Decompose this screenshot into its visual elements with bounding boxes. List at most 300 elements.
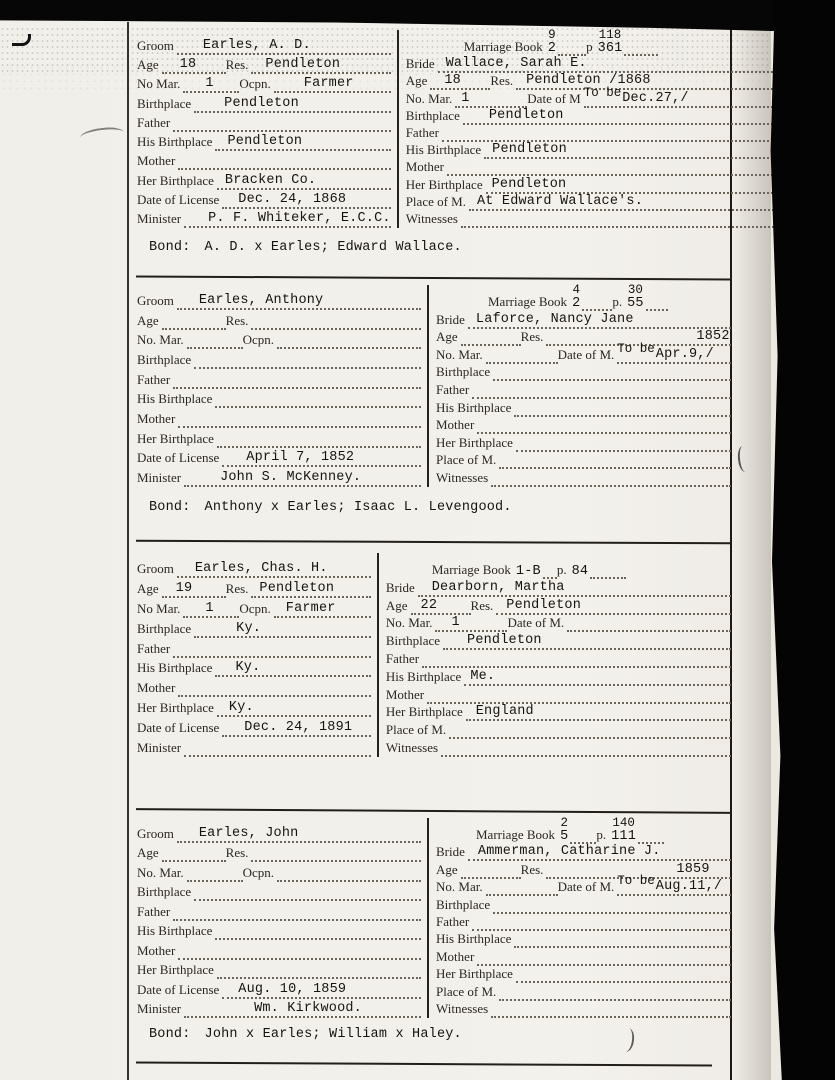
book-volume [548,30,556,56]
marriage-book-label: Marriage Book [476,827,556,842]
dotted-leader [558,39,586,56]
dotted-leader [646,294,668,311]
his-birthplace-row [137,660,371,677]
groom-label: Groom [137,293,174,308]
birthplace-row [137,621,371,638]
bond-label: Bond: [149,1027,191,1042]
bond-row [137,501,731,515]
dotted-leader [215,923,421,940]
dotted-leader [543,562,557,579]
dotted-leader [472,382,731,399]
dotted-leader [222,982,421,999]
minister-row [137,740,371,757]
birthplace-label: Birthplace [436,364,491,380]
his-birthplace-value: Pendleton [227,134,303,150]
nomar-label: No Mar. [137,600,181,616]
birthplace-label: Birthplace [137,351,192,367]
mother-row [386,687,731,704]
book-page-superscript: 118 [598,28,622,42]
date-of-m-superscript: To be [583,85,622,100]
record-divider [136,808,732,814]
birthplace-row [386,633,731,650]
age-res-row [137,57,391,74]
his-birthplace-row [137,923,421,940]
dotted-leader [514,400,731,417]
dotted-leader [624,39,658,56]
dotted-leader [274,76,391,93]
father-label: Father [137,903,171,919]
book-page-superscript: 140 [612,816,635,830]
dotted-leader [194,884,421,901]
dotted-leader [491,470,731,487]
page-label: p [586,39,593,54]
dotted-leader [184,470,421,487]
birthplace-row [137,352,421,369]
dotted-leader [222,450,421,467]
her-birthplace-row [436,966,731,983]
bride-column [397,30,801,228]
age-value: 18 [444,73,461,89]
dotted-leader [638,827,664,844]
marriage-book-label: Marriage Book [431,562,511,577]
page-label: p. [556,562,567,577]
license-row [137,720,371,737]
her-birthplace-label: Her Birthplace [137,962,214,978]
nomar-label: No. Mar. [405,90,453,106]
birthplace-label: Birthplace [137,884,192,900]
dotted-leader [435,615,507,632]
dotted-leader [178,943,421,960]
res-value: Pendleton [259,580,335,596]
date-of-m-label: Date of M. [557,879,615,895]
nomar-value: 1 [205,76,214,92]
minister-label: Minister [137,469,182,485]
dotted-leader [438,56,801,73]
dotted-leader [472,914,731,931]
nomar-dateofm-row [436,341,731,364]
age-res-row [137,581,371,598]
dotted-leader [215,391,421,408]
her-birthplace-row [137,962,421,979]
dotted-leader [469,194,801,211]
birthplace-row [137,96,391,113]
groom-column [137,553,377,757]
res-value: Pendleton /1868 [526,73,651,89]
license-row [137,450,421,467]
witnesses-row [436,470,731,487]
witnesses-row [436,1001,731,1018]
res-label: Res. [225,312,249,328]
minister-label: Minister [137,1000,182,1016]
groom-name-row [137,293,421,310]
date-of-m-label: Date of M [527,90,581,106]
dotted-leader [222,720,371,737]
birthplace-row [137,884,421,901]
date-of-m-value: Apr.9,/ [655,346,714,362]
dotted-leader [178,411,421,428]
record-fields [137,30,731,228]
marriage-book-label: Marriage Book [488,294,568,309]
birthplace-row [436,364,731,381]
dotted-leader [484,142,800,159]
birthplace-label: Birthplace [137,620,192,636]
dotted-leader [251,313,421,330]
his-birthplace-label: His Birthplace [436,399,512,415]
groom-column [137,818,427,1018]
dotted-leader [570,827,596,844]
dotted-leader [499,984,731,1001]
dotted-leader [463,108,801,125]
dotted-leader [184,211,391,228]
her-birthplace-label: Her Birthplace [385,704,463,720]
place-of-m-label: Place of M. [385,722,447,738]
minister-label: Minister [137,210,182,226]
date-of-m-value: Aug.11,/ [655,879,723,895]
his-birthplace-label: His Birthplace [137,923,213,939]
mother-label: Mother [436,948,475,964]
ocpn-label: Ocpn. [239,76,271,92]
mother-label: Mother [137,410,176,426]
bride-name-row [406,56,801,73]
res-label: Res. [520,861,544,877]
mother-row [137,153,391,170]
bond-row [137,241,731,255]
dotted-leader [491,1001,731,1018]
dotted-leader [162,581,226,598]
bride-name-value: Dearborn, Martha [431,579,565,595]
res-label: Res. [225,845,249,861]
book-page-superscript: 30 [627,283,643,297]
mother-row [436,949,731,966]
bride-column [427,818,731,1018]
groom-column [137,285,427,487]
mother-row [137,680,371,697]
dotted-leader [162,313,226,330]
minister-label: Minister [137,739,182,755]
dotted-leader [468,844,731,861]
place-of-m-label: Place of M. [436,983,497,999]
dotted-leader [477,949,731,966]
nomar-value: 1 [205,600,214,616]
nomar-ocpn-row [137,601,371,618]
father-label: Father [436,913,470,929]
date-of-m-label: Date of M. [507,615,565,631]
groom-name-value: Earles, John [198,826,299,841]
book-page [627,285,644,311]
dotted-leader [443,633,731,650]
dotted-leader [418,580,731,597]
father-row [137,641,371,658]
bottom-rule [136,1061,712,1066]
father-label: Father [137,640,171,656]
res-value: Pendleton [265,57,341,73]
dotted-leader [422,651,731,668]
her-birthplace-label: Her Birthplace [436,434,513,450]
page-label: p. [596,827,607,842]
his-birthplace-value: Me. [470,668,496,684]
his-birthplace-label: His Birthplace [405,142,482,158]
age-label: Age [137,57,159,73]
dotted-leader [590,562,626,579]
father-row [137,904,421,921]
bond-text: Anthony x Earles; Isaac L. Levengood. [204,500,512,515]
bride-name-row [436,844,731,861]
age-label: Age [137,312,159,328]
book-volume [516,553,541,579]
marriage-record-3 [137,553,731,757]
father-row [137,115,391,132]
license-label: Date of License [137,720,220,735]
groom-name-value: Earles, A. D. [202,38,311,53]
dotted-leader [461,329,521,346]
father-row [137,372,421,389]
mother-label: Mother [405,159,444,175]
her-birthplace-row [436,435,731,452]
father-row [406,125,801,142]
dotted-leader [477,417,731,434]
her-birthplace-row [137,700,371,717]
age-res-row [436,862,731,879]
license-row [137,192,391,209]
dotted-leader [173,641,371,658]
res-label: Res. [490,73,514,89]
ocpn-label: Ocpn. [242,864,275,880]
bride-label: Bride [405,56,435,72]
her-birthplace-value: England [475,704,534,720]
his-birthplace-label: His Birthplace [436,931,512,947]
dotted-leader [178,680,371,697]
dotted-leader [177,826,421,843]
license-value: Dec. 24, 1891 [244,720,353,735]
book-page [598,30,623,56]
dotted-leader [583,85,801,108]
nomar-ocpn-row [137,865,421,882]
license-label: Date of License [137,981,220,997]
dotted-leader [442,125,801,142]
his-birthplace-row [386,669,731,686]
dotted-leader [177,293,421,310]
nomar-label: No. Mar. [385,615,433,631]
dotted-leader [162,57,226,74]
dotted-leader [184,1001,421,1018]
dotted-leader [582,294,612,311]
mother-label: Mother [137,153,176,169]
her-birthplace-label: Her Birthplace [405,176,483,192]
book-page-value: 55 [627,296,644,311]
birthplace-label: Birthplace [405,107,460,123]
place-of-m-row [406,194,801,211]
age-label: Age [436,329,458,345]
groom-name-value: Earles, Chas. H. [194,561,328,576]
father-label: Father [137,371,171,387]
his-birthplace-value: Pendleton [492,142,567,158]
left-margin-rule [127,22,129,1080]
minister-value: P. F. Whiteker, E.C.C. [208,210,391,226]
res-value: Pendleton [506,597,581,613]
her-birthplace-row [137,431,421,448]
father-row [436,914,731,931]
groom-name-row [137,38,391,55]
res-label: Res. [225,580,249,596]
nomar-value: 1 [461,90,470,106]
father-label: Father [385,650,420,666]
groom-name-value: Earles, Anthony [198,293,324,308]
dotted-leader [466,704,731,721]
book-volume [560,818,568,844]
marriage-record-4 [137,818,731,1042]
age-res-row [137,313,421,330]
her-birthplace-value: Bracken Co. [224,172,317,188]
her-birthplace-value: Ky. [228,700,254,716]
age-label: Age [405,73,428,89]
father-row [386,651,731,668]
groom-label: Groom [137,38,174,53]
her-birthplace-row [406,177,801,194]
minister-value: John S. McKenney. [220,469,362,485]
witnesses-label: Witnesses [385,739,439,755]
license-value: Aug. 10, 1859 [238,981,347,997]
age-label: Age [137,845,159,861]
book-volume-value: 2 [572,296,581,311]
her-birthplace-row [137,173,391,190]
mother-row [137,411,421,428]
place-of-m-label: Place of M. [436,452,497,468]
dotted-leader [173,372,421,389]
his-birthplace-label: His Birthplace [137,660,213,676]
birthplace-value: Pendleton [224,95,299,111]
book-page [572,553,589,579]
nomar-label: No Mar. [137,76,181,92]
bride-label: Bride [436,844,465,860]
nomar-label: No. Mar. [436,346,483,362]
minister-value: Wm. Kirkwood. [254,1000,362,1016]
marriage-record-2 [137,285,731,515]
bride-name-row [386,580,731,597]
dotted-leader [162,845,226,862]
her-birthplace-label: Her Birthplace [137,430,214,446]
birthplace-label: Birthplace [436,896,491,912]
mother-row [436,417,731,434]
minister-row [137,470,421,487]
dotted-leader [217,962,421,979]
mother-label: Mother [137,942,176,958]
father-label: Father [436,381,470,397]
dotted-leader [486,347,558,364]
age-label: Age [436,861,458,877]
dotted-leader [215,660,370,677]
dotted-leader [486,177,801,194]
place-of-m-row [436,984,731,1001]
her-birthplace-label: Her Birthplace [137,700,214,716]
dotted-leader [464,669,731,686]
dotted-leader [496,598,731,615]
marriage-record-1 [137,30,731,255]
book-page-value: 111 [611,829,637,844]
dotted-leader [461,862,521,879]
age-value: 22 [420,597,438,613]
age-res-row [386,598,731,615]
dotted-leader [430,73,490,90]
bride-label: Bride [385,579,415,595]
book-volume-value: 1-B [515,564,541,579]
book-volume-superscript: 2 [560,816,568,830]
age-value: 18 [179,57,197,73]
his-birthplace-row [406,142,801,159]
place-of-m-value: At Edward Wallace's. [477,193,644,209]
license-label: Date of License [137,191,220,207]
ocpn-value: Farmer [303,76,354,92]
year-value: 1859 [676,861,710,877]
dotted-leader [177,561,371,578]
bond-label: Bond: [149,500,191,515]
groom-name-row [137,826,421,843]
birthplace-label: Birthplace [385,633,441,649]
date-of-m-superscript: To be [617,341,655,356]
res-label: Res. [520,329,544,345]
year-value: 1852 [696,329,730,345]
page-label: p. [612,294,623,309]
groom-name-row [137,561,371,578]
dotted-leader [183,76,239,93]
dotted-leader [567,615,731,632]
dotted-leader [486,879,558,896]
minister-row [137,211,391,228]
license-value: Dec. 24, 1868 [238,191,347,207]
birthplace-label: Birthplace [137,95,192,111]
record-divider [136,275,732,280]
birthplace-value: Ky. [236,620,262,636]
date-of-m-value: Dec.27,/ [622,90,689,106]
dotted-leader [516,966,731,983]
dotted-leader [617,874,731,896]
dotted-leader [187,332,243,349]
pen-mark [79,125,124,144]
bride-name-value: Wallace, Sarah E. [445,56,587,72]
nomar-dateofm-row [386,615,731,632]
dotted-leader [194,96,391,113]
his-birthplace-value: Ky. [235,660,261,676]
dotted-leader [493,897,731,914]
bride-name-value: Ammerman, Catharine J. [477,844,661,860]
her-birthplace-label: Her Birthplace [137,172,214,188]
dotted-leader [194,352,421,369]
bond-label: Bond: [149,240,191,255]
his-birthplace-row [137,134,391,151]
dotted-leader [493,364,731,381]
father-label: Father [137,114,171,130]
dotted-leader [411,598,471,615]
bond-text: John x Earles; William x Haley. [204,1027,462,1042]
dotted-leader [447,159,801,176]
bride-column [377,553,731,757]
record-fields [137,285,731,487]
place-of-m-row [436,452,731,469]
book-volume [572,285,580,311]
dotted-leader [173,115,390,132]
nomar-value: 1 [451,615,460,631]
minister-row [137,1001,421,1018]
license-value: April 7, 1852 [246,450,355,466]
dotted-leader [516,73,801,90]
dotted-leader [251,845,421,862]
dotted-leader [274,601,371,618]
dotted-leader [461,211,801,228]
dotted-leader [468,312,731,329]
book-page-value: 84 [571,564,589,579]
place-of-m-label: Place of M. [405,193,466,209]
witnesses-label: Witnesses [436,469,489,485]
dotted-leader [222,192,390,209]
